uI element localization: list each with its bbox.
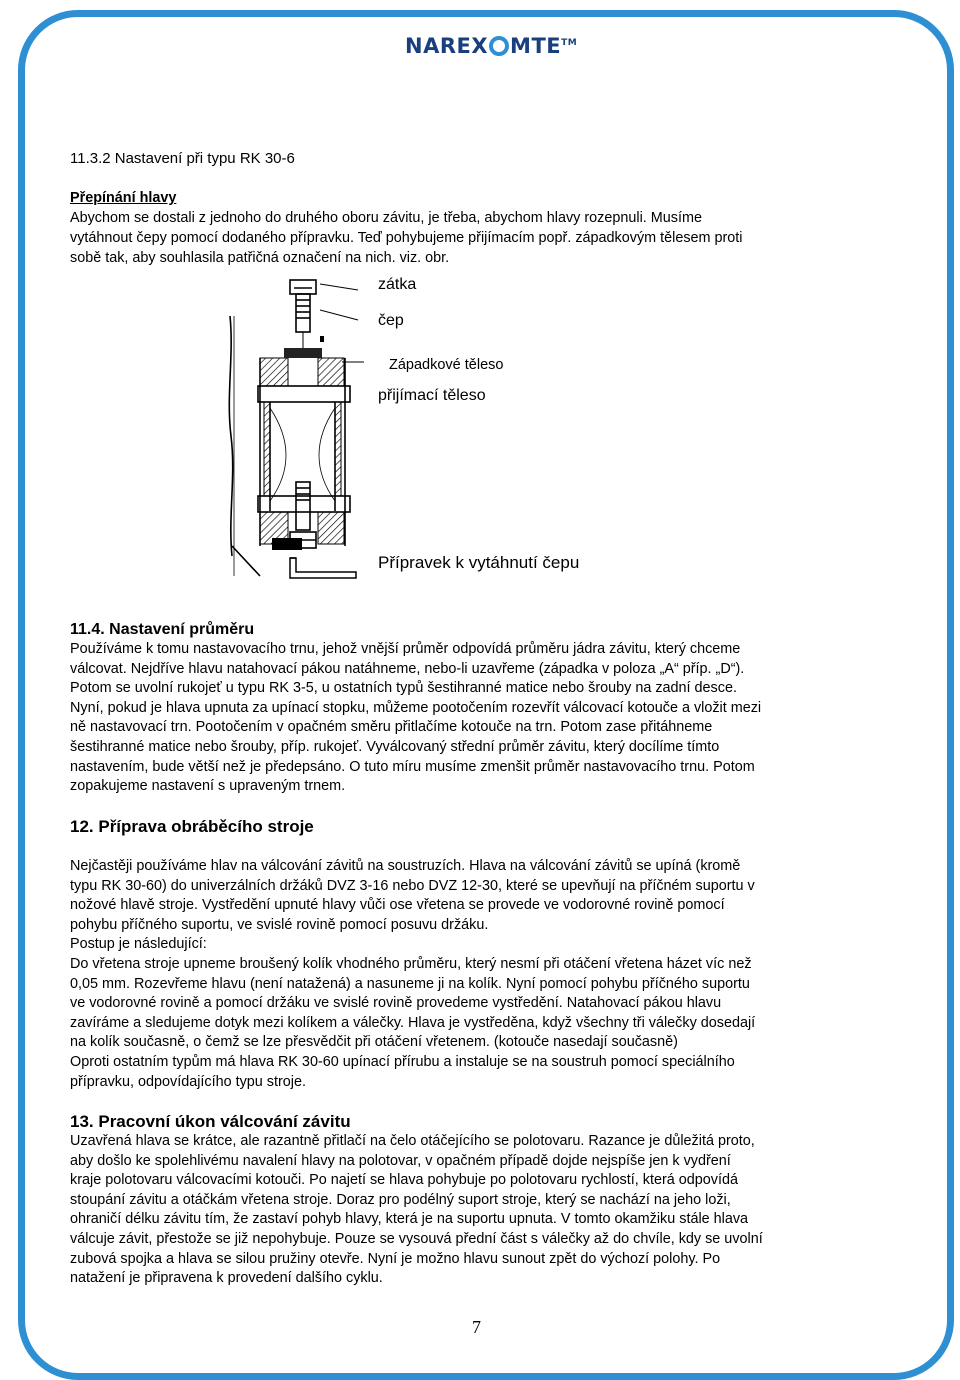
s12-line: nožové hlavě stroje. Vystředění upnuté hlavy vůči ose vřetena se provede ve vodorovné rovině pomocí — [70, 897, 725, 914]
gear-icon — [489, 36, 509, 56]
figure-leader-lines — [320, 280, 380, 410]
s114-line: nastavením, bude větší než je předepsáno. O tuto míru musíme zmenšit průměr nastavovacího trnu. Potom — [70, 758, 755, 775]
s13-line: Uzavřená hlava se krátce, ale razantně přitlačí na čelo otáčejícího se polotovaru. Razance je důležitá proto, — [70, 1133, 755, 1149]
s12-line: ve vodorovné rovině a pomocí držáku ve svislé rovině provedeme vystředění. Natahovací pákou hlavu — [70, 995, 722, 1012]
s114-line: zopakujeme nastavení s upraveným trnem. — [70, 778, 346, 795]
s13-line: aby došlo ke spolehlivému navalení hlavy na polotovar, v opačném případě dojde nejspíše jen k vydření — [70, 1152, 731, 1169]
s12-line: zavíráme a sledujeme dotyk mezi kolíkem a válečky. Hlava je vystředěna, když všechny tři válečky dosedají — [70, 1014, 756, 1031]
s13-line: ohraničí délku závitu tím, že zastaví pohyb hlavy, která je na suportu upnuta. V tomto okamžiku stále hlava — [70, 1211, 749, 1228]
section-11-4-title: 11.4. Nastavení průměru — [70, 621, 255, 638]
s114-line: Nyní, pokud je hlava upnuta za upínací stopku, můžeme pootočením rozevřít válcovací kotouče a vložit mezi — [70, 699, 762, 716]
s12-line: Postup je následující: — [70, 936, 207, 953]
s114-line: šestihranné matice nebo šrouby, příp. rukojeť. Vyválcovaný střední průměr závitu, který docílíme tímto — [70, 738, 720, 755]
narex-logo: NAREX MTE™ — [405, 34, 578, 58]
s12-line: přípravku, odpovídajícího typu stroje. — [70, 1073, 306, 1090]
s13-line: natažení je připravena k provedení dalšího cyklu. — [70, 1270, 383, 1287]
s13-line: stoupání závitu a otáčkám vřetena stroje. Doraz pro podélný suport stroje, který se nachází na jeho loži, — [70, 1191, 731, 1208]
s114-line: Potom se uvolní rukojeť u typu RK 3-5, u ostatních typů šestihranné matice nebo šrouby na zadní desce. — [70, 680, 737, 697]
section-11-3-2-title: 11.3.2 Nastavení při typu RK 30-6 — [70, 150, 295, 167]
s12-line: Oproti ostatním typům má hlava RK 30-60 upínací přírubu a instaluje se na soustruh pomocí speciálního — [70, 1053, 735, 1070]
s114-line: ně nastavovací trn. Pootočením v opačném směru přitlačíme kotouče na trn. Potom zase přitáhneme — [70, 719, 713, 736]
section-12-title: 12. Příprava obráběcího stroje — [70, 817, 314, 836]
section-13-title: 13. Pracovní úkon válcování závitu — [70, 1112, 351, 1131]
s12-line: Nejčastěji používáme hlav na válcování závitů na soustruzích. Hlava na válcování závitů se upíná (kromě — [70, 858, 741, 874]
switching-line-2: vytáhnout čepy pomocí dodaného přípravku. Teď pohybujeme přijímacím popř. západkovým tělesem proti — [70, 230, 743, 246]
pin-puller-tool — [280, 556, 370, 584]
switching-heading: Přepínání hlavy — [70, 190, 177, 206]
s13-line: kraje polotovaru válcovacími kotouči. Po najetí se hlava pohybuje po polotovaru rychlostí, která odpovídá — [70, 1172, 738, 1189]
s12-line: 0,05 mm. Rozevřeme hlavu (není natažená) a nasuneme ji na kolík. Nyní pomocí pohybu příčného suportu — [70, 975, 750, 992]
switching-line-3: sobě tak, aby souhlasila patřičná označení na nich. viz. obr. — [70, 250, 450, 266]
label-receiver-body: přijímací těleso — [378, 387, 486, 404]
label-pin: čep — [378, 312, 404, 329]
s12-line: pohybu příčného suportu, ve svislé rovině pomocí posuvu držáku. — [70, 916, 489, 933]
page-number: 7 — [472, 1317, 481, 1337]
s114-line: Používáme k tomu nastavovacího trnu, jehož vnější průměr odpovídá průměru jádra závitu, který chceme — [70, 641, 741, 657]
s13-line: zubová spojka a hlava se silou pružiny otevře. Nyní je možno hlavu sunout zpět do výchozí polohy. Po — [70, 1250, 721, 1267]
label-plug: zátka — [378, 276, 417, 293]
s114-line: válcovat. Nejdříve hlavu natahovací pákou natáhneme, nebo-li uzavřeme (západka v poloza „A“ příp. „D“). — [70, 660, 745, 677]
s12-line: typu RK 30-60) do univerzálních držáků DVZ 3-16 nebo DVZ 12-30, které se upevňují na příčném suportu v — [70, 877, 755, 894]
s12-line: Do vřetena stroje upneme broušený kolík vhodného průměru, který nesmí při otáčení vřetena házet víc než — [70, 955, 752, 972]
s13-line: válcuje závit, přestože se již nepohybuje. Pouze se vysouvá přední část s válečky až do chvíle, kdy se uvolní — [70, 1230, 763, 1247]
label-pin-puller: Přípravek k vytáhnutí čepu — [378, 553, 580, 572]
s12-line: na kolík současně, o čemž se lze přesvědčit při otáčení vřetenem. (kotouče nasedají současně) — [70, 1034, 678, 1051]
label-latch-body: Západkové těleso — [389, 357, 504, 373]
switching-line-1: Abychom se dostali z jednoho do druhého oboru závitu, je třeba, abychom hlavy rozepnuli. Musíme — [70, 210, 702, 226]
